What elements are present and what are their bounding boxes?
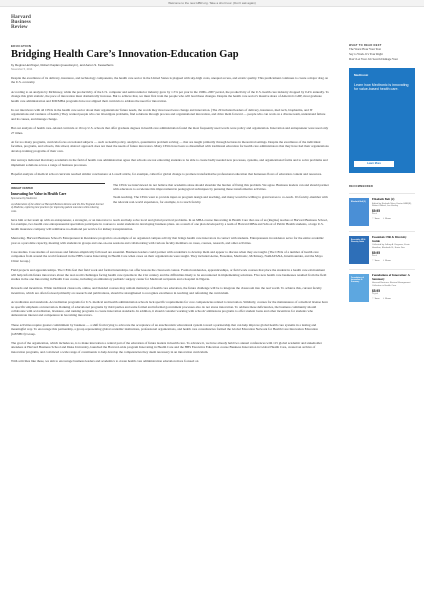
save-button[interactable] (372, 217, 380, 220)
read-next-link[interactable]: The Worst Hour Your Year (349, 47, 382, 51)
share-label: Share (385, 218, 391, 221)
recommended-heading: RECOMMENDED (349, 185, 374, 188)
save-label: Save (374, 297, 380, 300)
save-button[interactable] (372, 297, 380, 300)
recommended-item[interactable] (349, 269, 415, 302)
article-paragraph: In our interviews with all CEOs in the health care sector about their organizations' future needs, the words they most used were change and innovation. (The 29 included leaders of delivery, insurance, med tech, biopharma, and IT organizations and ventures of health.) They wanted people who can investigate problems, find solutions through process and organizational innovation, and drive them forward — people who can work on a diverse team, understand failure and its causes, and manage change. (11, 108, 326, 121)
logo-line: Review (11, 24, 28, 31)
save-icon: ♡ (372, 218, 374, 221)
article-title: Bridging Health Care’s Innovation-Education Gap (11, 49, 239, 60)
share-label: Share (385, 259, 391, 262)
product-type: Book (372, 254, 377, 257)
insight-center-block (11, 183, 329, 213)
article-paragraph: have him or her team up with an entrepreneur, a strategist, or an innovator to teach and help solve local and global practical problems. In an MBA course Innovating in Health Care that one of us (Regina) teaches at Harvard Business School, for example, two health care entrepreneurial specialists participate in courses to assist students in developing business plans. As a result of one plan developed by a team of Harvard MBA and School of Public Health students, a large U.S. health insurance company will reimburse no-diamond per service for kidney transplantation. (11, 217, 328, 231)
article-paragraph: Hopeful analysis of medical school curricula reached similar conclusions: A Lowell article, for example, called for global change to promote transformative professional education that harnesses flows of education content and resources. (11, 172, 322, 177)
article-paragraph: According to an analysis by McKinsey, while the productivity of the U.S. computer and semiconductor industry grew by 1.5% per year in the 1990s–2007 period, the productivity of the U.S. health care industry dropped by 0.4% annually. To change this grim statistic, the pace of innovation must dramatically increase. But to achieve that, we must first train the people who will lead these changes. Despite the health care sector's massive share of America's GDP, most graduate health care administration and MD/MBA programs have not aligned their curricula to address the need for innovation. (11, 89, 329, 103)
article-paragraph: The CEOs we interviewed do not believe that academia alone should shoulder the burden of fixing this problem. We agree. Business leaders can and should partner with educators to accelerate this improvement in pedagogical techniques by pursuing these transformative activities. (113, 182, 329, 191)
share-button[interactable] (383, 297, 391, 300)
article-main (11, 44, 329, 364)
article-paragraph: Despite the excellence of its delivery, insurance, and technology components, the health care sector in the United States is plagued with sky-high costs, unequal access, and erratic quality. This predicament continues to create a major drag on the U.S. economy. (11, 76, 329, 85)
article-paragraph: Field projects and apprenticeships. The CEOs feel that field work and formal internships can offer lessons the classroom cannot. Formal residencies, apprenticeships, or field work courses that place the student in a health care environment will help inform future innovators about the real-world challenges facing health care systems in the 21st century and the difficulties likely to be encountered in implementing solutions. Five new health care businesses resulted from the field studies in the one Innovating in Health Care course, including an ambulatory pediatric surgery center for Medicaid recipients and a hospital in Nigeria. (11, 268, 327, 281)
ad-text: Learn how Medtronic is innovating for value-based health care. (354, 83, 409, 92)
product-type: Book (372, 213, 377, 216)
insight-sponsor: Sponsored by Medtronic (11, 196, 37, 200)
ad-learn-more-button[interactable]: Learn More (354, 161, 394, 167)
insight-kicker: INSIGHT CENTER (11, 186, 33, 190)
article-paragraph: These activities require greater commitment by business — a shift from trying to advocate the acceptance of an anachronistic educational system toward a partnership that can help improve global health care systems in a lasting and meaningful way. To encourage this partnership, a group representing global academic institutions, professional organizations, and health care consultancies formed the Global Education Network for Health Care Innovation Education (GENHCI) Group. (11, 322, 318, 336)
product-cover[interactable] (349, 236, 369, 264)
insight-adjacent-text (113, 183, 329, 213)
product-authors: Harvard Business Review Management Collection in Health Care (372, 282, 411, 287)
share-icon: ↗ (382, 297, 385, 300)
sponsor-ad[interactable] (349, 68, 415, 173)
insight-title[interactable]: Innovating for Value in Health Care (11, 191, 67, 196)
save-icon: ♡ (372, 259, 374, 262)
product-title[interactable]: Elisabeth Bolt (2) (372, 197, 395, 201)
what-to-read-next-heading: WHAT TO READ NEXT (349, 44, 382, 47)
product-authors: Collected by Jeffrey A. Kiegman, Kevin Hamilton, Elizabeth B., Erwin Dee (372, 244, 410, 249)
logo-line: Business (11, 19, 31, 26)
product-authors: Edited by Rosbeth Moss Kanter HBR(R), Robert Gifford, Lee Hartley (372, 202, 412, 208)
article-paragraph: Accreditation and standards. Accreditation programs for U.S. medical and health administration schools lack specific requirements for core competencies related to innovation. Similarly, courses for the maintenance of a medical license have no specific emphasis on innovation. Ranking of educational programs by third parties and some formal and informal government processes also do not stress innovation. To address these deficiencies, the business community should collaborate with accreditation, licensure, and ranking programs to create innovation standards. In addition, it should consider working with schools' admissions programs to offer student loans and other incentives for students who demonstrate interest and competence in becoming innovators. (11, 300, 328, 318)
save-icon: ♡ (372, 297, 374, 300)
right-sidebar (349, 44, 415, 302)
article-paragraph: But our analysis of health care–related curricula at 16 top U.S. schools that offer graduate degrees in health care administration found the most frequently used words were policy and organization. Innovation and entrepreneur were used only 27 times. (11, 126, 329, 135)
recommended-item[interactable] (349, 231, 415, 264)
save-label: Save (374, 218, 380, 221)
read-next-link[interactable]: Don't Let Your Job Search Damage Your (349, 57, 398, 61)
hbr-logo[interactable] (11, 15, 31, 31)
product-cover[interactable] (349, 198, 369, 226)
share-label: Share (385, 297, 391, 300)
share-icon: ↗ (382, 218, 385, 221)
product-title[interactable]: Essentials: HR & Diversity Guide (372, 235, 407, 243)
article-paragraph: Our surveys indicated that many academics in the field of health care administration agree that schools are not educating students to be able to create badly needed new processes, systems, and organizational forms and to solve problems and implement solutions across a range of business processes. (11, 158, 328, 167)
save-button[interactable] (372, 259, 380, 262)
article-paragraph: Team teaching. The CEOs want to provide input on program design and teaching, and many would be willing to grant leaves to co-teach. It's faculty–member with the relevant real-world experience, for example, is to teach faculty. (113, 195, 328, 204)
ad-brand: Medtronic (354, 73, 369, 77)
read-next-link[interactable]: Say to Work. It's Your Right (349, 52, 383, 56)
article-paragraph: With activities like these, we aim to encourage business leaders and academics to create health care administration education more focused on (11, 359, 199, 364)
save-label: Save (374, 259, 380, 262)
logo-line: Harvard (11, 14, 32, 20)
article-paragraph: Rewards and incentives. While traditional classroom, online, and blended courses may remain mainstays of health care education, the future challenge will be to integrate the classroom into the real world. To achieve this, current faculty incentives, which are often focused primarily on research and publications, should be strengthened to recognize excellence in teaching and refreshing the curriculum. (11, 286, 322, 295)
cover-title: Elisabeth Bolt (2) (351, 201, 366, 203)
cover-title: Essentials: HR & Diversity Guide (351, 239, 366, 244)
article-date: November 5, 2014 (11, 68, 33, 71)
recommended-item[interactable] (349, 193, 415, 226)
welcome-banner[interactable]: Welcome to the new HBR.org. Take a short tour. (Don't ask again) (0, 0, 424, 7)
section-label[interactable]: EDUCATION (11, 44, 32, 48)
article-byline[interactable]: by Regina Herzlinger, Robert Kaplan (pseudonym), and Aaron S. Kesselheim (11, 63, 114, 67)
product-cover[interactable] (349, 274, 369, 302)
share-button[interactable] (383, 259, 391, 262)
article-paragraph: The goal of the organization, which includes us, is to make innovation a central part of the education of future leaders in health care. To advance it, we have already held two annual conferences with 115 global academic and stakeholder attendees at Harvard Business School and Duke University, launched the Harvard-wide program Innovating in Health Care and the HBS Executive Education course Business Innovation in Global Health Care, created an archive of innovation programs, and convinced a wide range of constituents to help develop the competencies they deem necessary in an innovation curriculum. (11, 341, 322, 354)
cover-title: Foundations of Innovation: A Summary (351, 277, 364, 284)
product-type: Digital (372, 292, 379, 295)
article-paragraph: Case studies. Case studies of successes and failures empirically followed are essential. Business leaders could partner with academics to develop them and appear to discuss when they are taught. (The CEOs of a number of health care companies from around the world featured in the HBS course Innovating in Health Care when cases on their organizations were taught. They included Aetna, Fresenius, Medtronic, McKinsey, NARAYANA, Intermountain, and the Mayo Clinic Group.) (11, 249, 323, 263)
product-price: $9.95 (372, 250, 380, 255)
article-paragraph: Mentoring. Harvard Business School's Entrepreneur in Residence program is an example of an organized campus activity that brings health care innovators in contact with students. Entrepreneurs in residence serve for the entire academic year as a part-time capacity, meeting with students in groups and one-on-one sessions and collaborating with various faculty members on cases, courses, research, and other activities. (11, 236, 324, 245)
product-title[interactable]: Foundations of Innovation: A Summary (372, 273, 410, 281)
article-paragraph: At far too many programs, curricula focus on isolated subjects — such as health policy, analytics, quantitative problem solving — that are taught primarily through lectures in theoretical settings. Despite the excellence of the individual faculties, programs, and schools, this siloed, abstract approach does not meet the needs of future innovators. Many CEOs have been so dissatisfied with traditional education for health care administrators that they have had their organizations develop training programs of their own. (11, 140, 329, 153)
product-price: $5.95 (372, 288, 380, 293)
insight-description: A collaboration of the editors at Harvard Business Review and the New England Journal of Medicine, exploring best practices for improving patient outcomes while reducing costs. (11, 202, 104, 213)
share-button[interactable] (383, 217, 391, 220)
insight-center-card[interactable] (11, 183, 105, 213)
product-price: $9.95 (372, 209, 380, 214)
share-icon: ↗ (382, 259, 385, 262)
